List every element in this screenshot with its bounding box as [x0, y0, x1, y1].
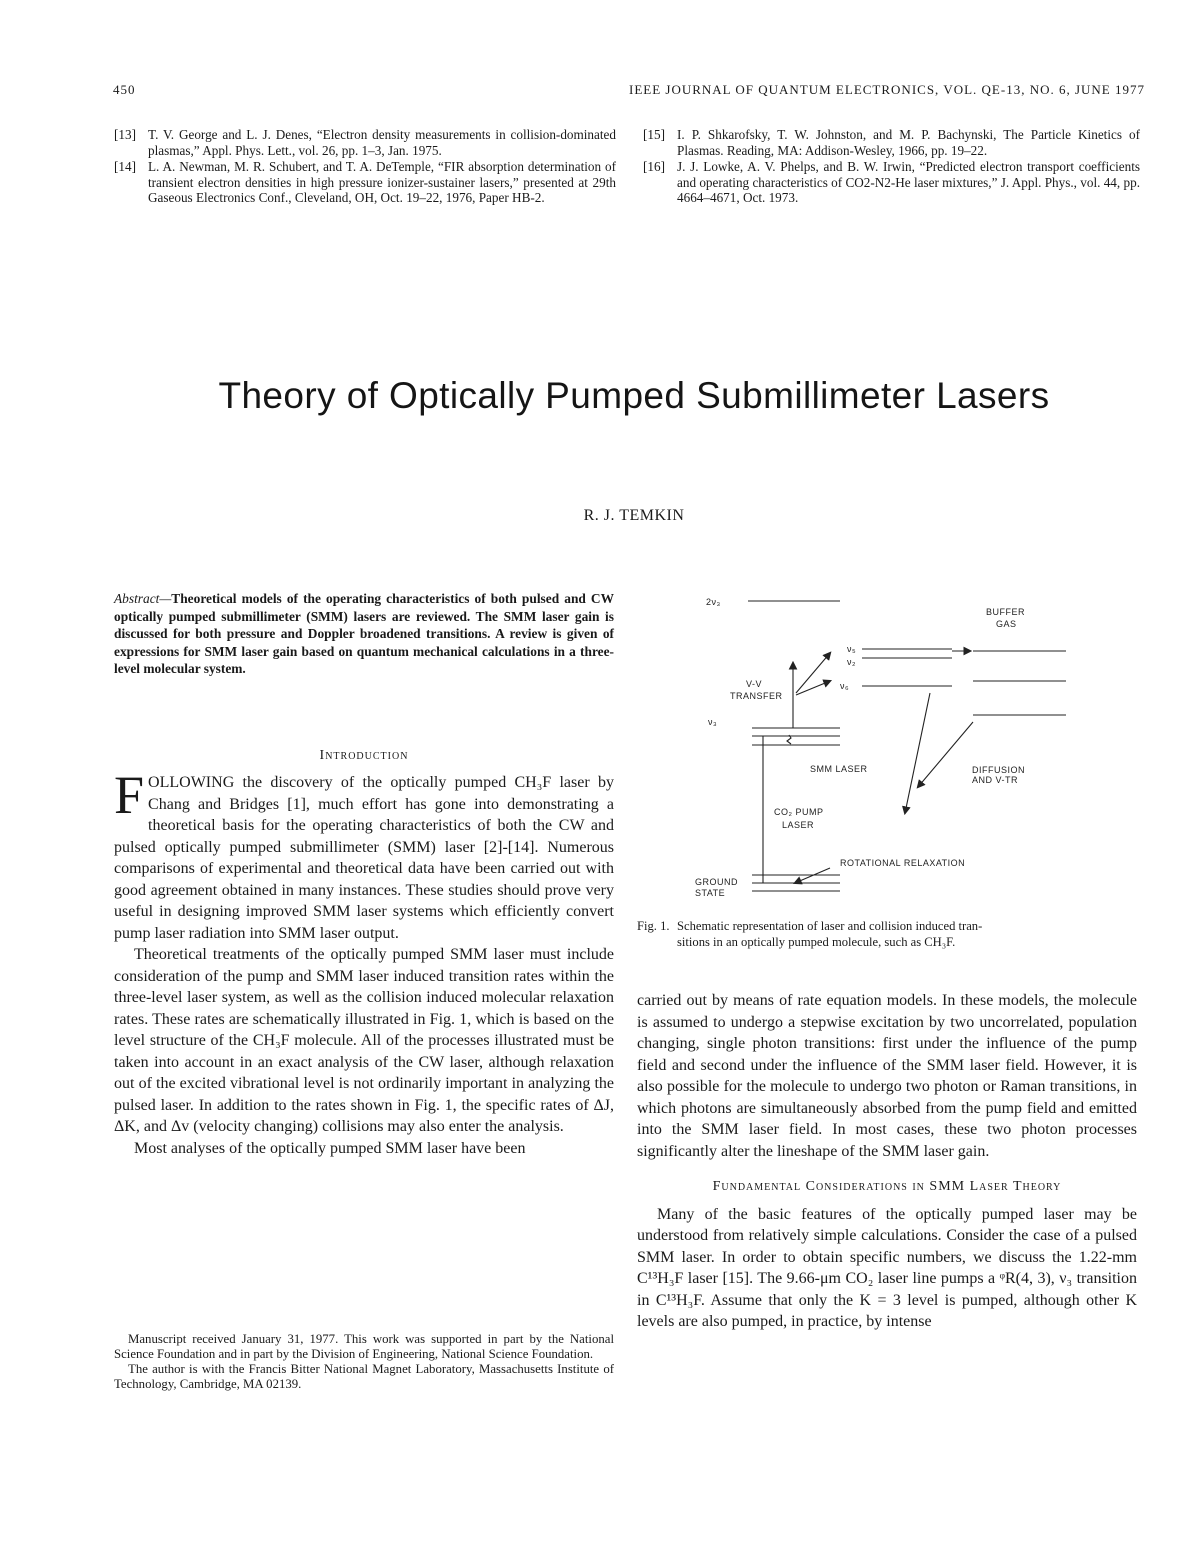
label-and-vtr: AND V-TR: [972, 775, 1019, 785]
label-diffusion: DIFFUSION: [972, 765, 1025, 775]
reference-14: [114, 159, 616, 206]
caption-line-1: Schematic representation of laser and collision induced tran-: [677, 919, 983, 933]
reference-15: [643, 127, 1140, 158]
label-2nu3: 2ν₃: [706, 597, 721, 607]
reference-16: [643, 159, 1140, 206]
introduction-body: [114, 765, 614, 1159]
references-left: [114, 127, 616, 207]
label-nu3: ν₃: [708, 717, 718, 727]
abstract-label: Abstract—: [114, 591, 172, 606]
label-transfer: TRANSFER: [730, 691, 783, 701]
intro-paragraph-1: [114, 765, 614, 944]
right-paragraph-2: Many of the basic features of the optically pumped laser may be understood from relatively simple calculations. Consider the case of a pulsed SMM laser. In order to obtain specific numbers, we discuss the 1.22-mm C¹³H₃F laser [15]. The 9.66-μm CO₂ laser line pumps a ᵠR(4, 3), ν₃ transition in C¹³H₃F. Assume that only the K = 3 level is pumped, although other K levels are also pumped, in practice, by intense: [637, 1205, 1137, 1330]
right-paragraph-1: carried out by means of rate equation models. In these models, the molecule is assumed to undergo a stepwise excitation by two uncorrelated, population changing, single photon transitions: first under the influence of the pump field and second under the influence of the SMM laser field. However, it is also possible for the molecule to undergo two photon or Raman transitions, in which photons are simultaneously absorbed from the pump field and emitted into the SMM laser field. In most cases, these two photon processes significantly alter the lineshape of the SMM laser gain.: [637, 992, 1137, 1160]
figure-1-diagram: [690, 585, 1100, 905]
intro-paragraph-2: Theoretical treatments of the optically pumped SMM laser must include consideration of the pump and SMM laser induced transition rates within the three-level laser system, as well as the collision induced molecular relaxation rates. These rates are schematically illustrated in Fig. 1, which is based on the level structure of the CH₃F molecule. All of the processes illustrated must be taken into account in an exact analysis of the CW laser, although relaxation out of the excited vibrational level is not ordinarily important in analyzing the pulsed laser. In addition to the rates shown in Fig. 1, the specific rates of ΔJ, ΔK, and Δv (velocity changing) collisions may also enter the analysis.: [114, 946, 614, 1135]
right-column-body: [637, 990, 1137, 1333]
reference-number: [16]: [643, 159, 665, 175]
label-nu2: ν₂: [847, 657, 856, 667]
vv-transfer-diag-arrow: [796, 653, 830, 693]
label-rotational-relaxation: ROTATIONAL RELAXATION: [840, 858, 966, 868]
label-state: STATE: [695, 888, 726, 898]
reference-text: J. J. Lowke, A. V. Phelps, and B. W. Irwin, “Predicted electron transport coefficients and operating characteristics of CO2-N2-He laser mixtures,” J. Appl. Phys., vol. 44, pp. 4664–4671, Oct. 1973.: [677, 159, 1140, 206]
label-vv: V-V: [746, 679, 763, 689]
label-smm-laser: SMM LASER: [810, 764, 868, 774]
footnote: [114, 1332, 614, 1392]
page-number: 450: [113, 82, 136, 97]
diffusion-arrow-1: [905, 693, 930, 813]
section-heading-fundamental: Fundamental Considerations in SMM Laser Theory: [712, 1179, 1062, 1194]
label-gas: GAS: [996, 619, 1017, 629]
reference-13: [114, 127, 616, 158]
vv-transfer-nu6-arrow: [796, 681, 830, 695]
drop-cap: F: [114, 765, 145, 825]
reference-text: T. V. George and L. J. Denes, “Electron density measurements in collision-dominated plasmas,” Appl. Phys. Lett., vol. 26, pp. 1–3, Jan. 1975.: [148, 127, 616, 158]
references-right: [643, 127, 1140, 207]
reference-number: [13]: [114, 127, 136, 142]
paper-title: Theory of Optically Pumped Submillimeter Lasers: [218, 375, 1050, 416]
intro-paragraph-1-text: OLLOWING the discovery of the optically pumped CH₃F laser by Chang and Bridges [1], much effort has gone into demonstrating a theoretical basis for the operating characteristics of both the CW and pulsed optically pumped submillimeter (SMM) laser [2]-[14]. Numerous comparisons of experimental and theoretical data have been carried out with good agreement obtained in many instances. These studies should prove very useful in designing improved SMM laser systems which efficiently convert pump laser radiation into SMM laser output.: [114, 774, 614, 942]
abstract: [114, 590, 614, 678]
label-nu6: ν₆: [840, 681, 850, 691]
caption-label: Fig. 1.: [637, 919, 670, 933]
label-nu5: ν₅: [847, 644, 857, 654]
label-co2-pump: CO₂ PUMP: [774, 807, 824, 817]
diffusion-arrow-2: [918, 722, 973, 787]
footnote-manuscript: Manuscript received January 31, 1977. This work was supported in part by the National Science Foundation and in part by the Division of Engineering, National Science Foundation.: [114, 1332, 614, 1361]
author: R. J. TEMKIN: [583, 507, 685, 524]
figure-caption: [637, 918, 1140, 950]
reference-text: L. A. Newman, M. R. Schubert, and T. A. DeTemple, “FIR absorption determination of transient electron densities in high pressure ionizer-sustainer lasers,” presented at 29th Gaseous Electronics Conf., Cleveland, OH, Oct. 19–22, 1976, Paper HB-2.: [148, 159, 616, 206]
introduction-heading: Introduction: [319, 748, 409, 763]
footnote-affiliation: The author is with the Francis Bitter National Magnet Laboratory, Massachusetts Institute of Technology, Cambridge, MA 02139.: [114, 1362, 614, 1391]
journal-header: IEEE JOURNAL OF QUANTUM ELECTRONICS, VOL. QE-13, NO. 6, JUNE 1977: [628, 82, 1145, 97]
caption-line-2: sitions in an optically pumped molecule, such as CH₃F.: [677, 935, 956, 949]
reference-text: I. P. Shkarofsky, T. W. Johnston, and M. P. Bachynski, The Particle Kinetics of Plasmas. Reading, MA: Addison-Wesley, 1966, pp. 19–22.: [677, 127, 1140, 158]
intro-paragraph-3: Most analyses of the optically pumped SMM laser have been: [134, 1139, 526, 1157]
label-laser: LASER: [782, 820, 815, 830]
abstract-text: Theoretical models of the operating characteristics of both pulsed and CW optically pumped submillimeter (SMM) lasers are reviewed. The SMM laser gain is discussed for both pressure and Doppler broadened transitions. A review is given of expressions for SMM laser gain based on quantum mechanical calculations in a three-level molecular system.: [114, 591, 614, 677]
reference-number: [14]: [114, 159, 136, 175]
label-ground: GROUND: [695, 877, 738, 887]
label-buffer: BUFFER: [986, 607, 1025, 617]
reference-number: [15]: [643, 127, 665, 142]
